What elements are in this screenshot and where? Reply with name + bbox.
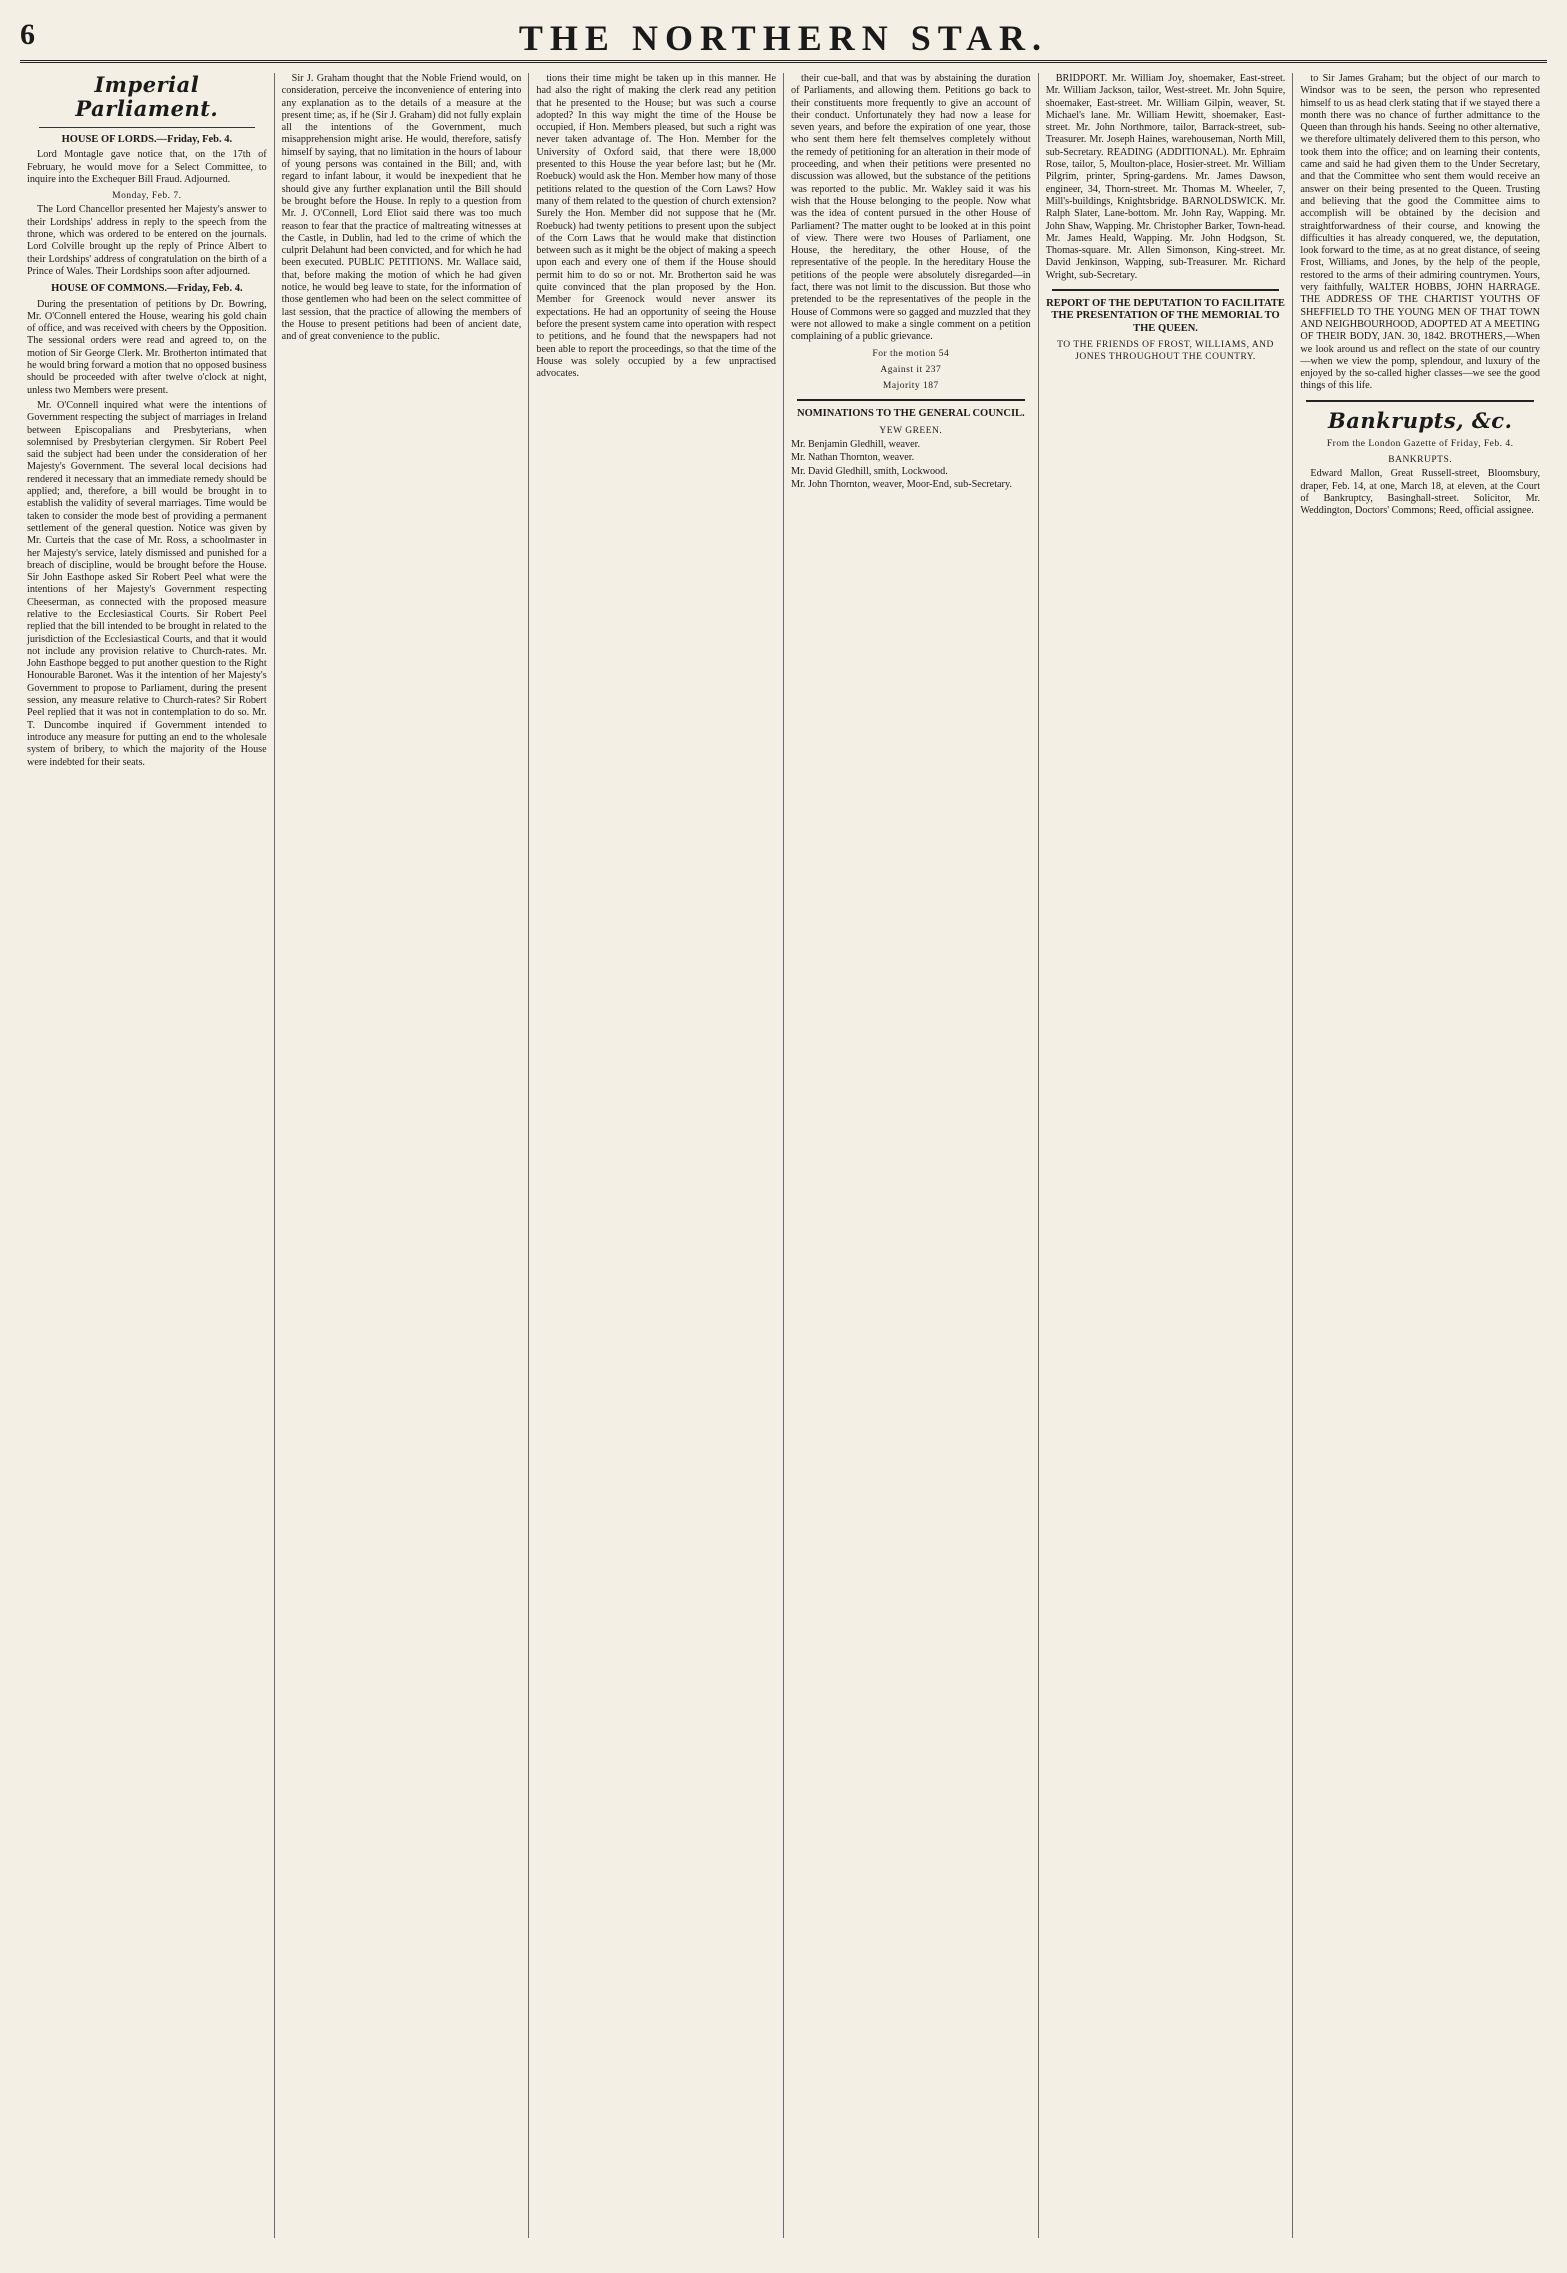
nominations-place: YEW GREEN. [879,425,943,436]
nomination-item: Mr. David Gledhill, smith, Lockwood. [791,465,948,477]
nomination-item: Mr. John Thornton, weaver, Moor-End, sub-Secretary. [791,478,1012,490]
newspaper-title: THE NORTHERN STAR. [518,18,1049,58]
deputation-address: TO THE FRIENDS OF FROST, WILLIAMS, AND JONES THROUGHOUT THE COUNTRY. [1057,339,1274,363]
bankrupts-title: Bankrupts, &c. [1327,407,1513,433]
commons-heading: HOUSE OF COMMONS.—Friday, Feb. 4. [51,283,243,295]
columns [20,73,1547,2238]
divider [797,399,1025,401]
bankrupts-heading: BANKRUPTS. [1388,455,1453,466]
column-5-text: BRIDPORT. Mr. William Joy, shoemaker, East-street. Mr. William Jackson, tailor, West-street. Mr. John Squire, shoemaker, East-street. Mr. William Gilpin, weaver, St. Michael's lane. Mr. William Hewitt, shoemaker, East-street. Mr. John Northmore, tailor, Barrack-street, sub-Treasurer. Mr. Joseph Haines, warehouseman, North Mill, sub-Secretary. READING (ADDITIONAL). Mr. Ephraim Rose, tailor, 5, Moulton-place, Hosier-street. Mr. William Pilgrim, printer, Spring-gardens. Mr. James Dawson, engineer, 34, Thorn-street. Mr. Thomas M. Wheeler, 7, Mill's-buildings, Knightsbridge. BARNOLDSWICK. Mr. Ralph Slater, Lane-bottom. Mr. John Ray, Wapping. Mr. John Shaw, Wapping. Mr. Christopher Barker, Town-head. Mr. James Heald, Wapping. Mr. John Hodgson, St. Thomas-square. Mr. Allen Simonson, King-street. Mr. David Jenkinson, Wapping, sub-Treasurer. Mr. Richard Wright, sub-Secretary. [1045,73,1286,281]
vote-majority-count: 187 [923,381,939,392]
parliament-title: Imperial Parliament. [75,73,219,121]
bankrupts-paragraph: Edward Mallon, Great Russell-street, Bloomsbury, draper, Feb. 14, at one, March 18, at eleven, at the Court of Bankruptcy, Basinghall-street. Solicitor, Mr. Weddington, Doctors' Commons; Reed, official assignee. [1300,468,1541,517]
commons-paragraph: During the presentation of petitions by Dr. Bowring, Mr. O'Connell entered the House, wearing his gold chain of office, and was received with cheers by the Opposition. The sessional orders were read and agreed to, on the motion of Sir George Clerk. Mr. Brotherton intimated that he would bring forward a motion that no opposed business should be proceeded with after twelve o'clock at night, unless two Members were present. [27,298,267,396]
deputation-title: REPORT OF THE DEPUTATION TO FACILITATE THE PRESENTATION OF THE MEMORIAL TO THE QUEEN. [1046,298,1285,334]
page-number: 6 [20,18,35,51]
column-1-text: Mr. O'Connell inquired what were the intentions of Government respecting the subject of marriages in Ireland between Episcopalians and Presbyterians, when solemnised by Presbyterian clergymen. Sir Robert Peel said the subject had been under the consideration of her Majesty's Government. The several local decisions had rendered it necessary that an immediate remedy should be applied; and, therefore, a bill would be brought in to establish the validity of several marriages. Time would be taken to consider the mode best of providing a permanent settlement of the general question. Notice was given by Mr. Curteis that the case of Mr. Ross, a schoolmaster in her Majesty's service, lately dismissed and punished for a breach of discipline, would be brought before the House. Sir John Easthope asked Sir Robert Peel what were the intentions of her Majesty's Government respecting Cheeserman, as connected with the proposed measure relative to the Ecclesiastical Courts. Sir Robert Peel replied that the bill intended to be brought in related to the jurisdiction of the Ecclesiastical Courts, and that it would not include any provision relative to Church-rates. Mr. John Easthope begged to put another question to the Right Honourable Baronet. Was it the intention of her Majesty's Government to propose to Parliament, during the present session, any measure relative to Church-rates? Sir Robert Peel replied that it was not in contemplation to do so. Mr. T. Duncombe inquired if Government intended to introduce any measure for putting an end to the wholesale system of bribery, to which the majority of the House were indebted for their seats. [27,399,267,768]
vote-noes-count: 237 [925,364,942,375]
column-6 [1293,73,1547,2238]
vote-majority-label: Majority [882,381,921,392]
divider [39,127,255,128]
vote-ayes [791,348,1031,360]
vote-ayes-count: 54 [938,348,950,359]
nominations-title: NOMINATIONS TO THE GENERAL COUNCIL. [797,408,1025,420]
newspaper-page [20,16,1547,2241]
column-6-text: to Sir James Graham; but the object of our march to Windsor was to be seen, the person who represented himself to us as head clerk stating that if we stayed there a month there was no chance of further admittance to the Queen than through his hands. Seeing no other alternative, we therefore ultimately delivered them to this person, who took them into the office; and on learning their contents, came and said he had given them to the Under Secretary, and that the Committee who sent them would receive an answer on their being presented to the Queen. Trusting and believing that the good the Committee aims to accomplish will be obtained by the decision and straightforwardness of their course, and knowing the difficulties it has already conquered, we, the deputation, look forward to the time, as at no great distance, of seeing Frost, Williams, and Jones, by the help of the people, restored to the arms of their admiring countrymen. Yours, very faithfully, WALTER HOBBS, JOHN HARRAGE. THE ADDRESS OF THE CHARTIST YOUTHS OF SHEFFIELD TO THE YOUNG MEN OF THAT TOWN AND NEIGHBOURHOOD, ADOPTED AT A MEETING OF THEIR BODY, JAN. 30, 1842. BROTHERS,—When we look around us and reflect on the state of our country—when we view the pomp, splendour, and luxury of the enjoyed by the so-called higher classes—we see the good things of this life. [1300,73,1541,392]
divider [1306,400,1534,402]
lords-paragraph: Lord Montagle gave notice that, on the 17th of February, he would move for a Select Committee, to inquire into the Exchequer Bill Fraud. Adjourned. [27,149,267,185]
vote-noes-label: Against it [880,364,923,375]
monday-paragraph: The Lord Chancellor presented her Majesty's answer to their Lordships' address in reply to the speech from the throne, which was ordered to be entered on the journals. Lord Colville brought up the reply of Prince Albert to their Lordships' address of congratulation on the birth of a Prince of Wales. Their Lordships soon after adjourned. [27,204,267,277]
vote-ayes-label: For the motion [872,348,936,359]
column-4 [784,73,1039,2238]
nomination-item: Mr. Benjamin Gledhill, weaver. [791,439,921,451]
monday-heading: Monday, Feb. 7. [112,191,182,202]
column-4-text: their cue-ball, and that was by abstaining the duration of Parliaments, and allowing them. Petitions go back to their constituents more frequently to give an account of their conduct. Unfortunately they had now a lease for seven years, and before the expiration of one year, those who sent them here felt themselves completely without the remedy of petitioning for an alteration in their mode of proceeding, and when their petitions were presented no discussion was allowed, but the substance of the petitions was reported to the public. Mr. Wakley said it was his wish that the House belonging to the people. Now what was the idea of content pursued in the other House of Parliament? The matter ought to be looked at in this point of view. There were two Houses of Parliament, one House, the hereditary, the other House, of the representative of the people. In the hereditary House the petitions of the people were absolutely disregarded—in fact, there was not limit to the discussion. But those who pretended to be the representatives of the people in the House of Commons were so gagged and muzzled that they were not allowed to make a single comment on a petition complaining of a public grievance. [791,73,1031,343]
vote-noes [791,364,1031,376]
column-3 [529,73,784,2238]
column-3-text: tions their time might be taken up in this manner. He had also the right of making the clerk read any petition that he presented to the House; but was such a course adopted? In this way might the time of the House be occupied, if Hon. Members pleased, but such a right was never taken advantage of. The Hon. Member for the University of Oxford said, that there were 18,000 presented to this House the year before last; but he (Mr. Roebuck) would ask the Hon. Member how many of those petitions related to the question of the Corn Laws? How many of them related to the question of church extension? Surely the Hon. Member did not suppose that he (Mr. Roebuck) had twenty petitions to present upon the subject of the Corn Laws that he would make that distinction between such as it might be the object of making a speech upon each and every one of them if the House should permit him to do so or not. Mr. Brotherton said he was quite convinced that the plan proposed by the Hon. Member for Greenock would never answer its expectations. He had an opportunity of seeing the House before the present system came into operation with respect to petitions, and he found that the newspapers had not been able to report the proceedings, so that the time of the House was solely occupied by a few unpractised advocates. [536,73,777,380]
column-2-text: Sir J. Graham thought that the Noble Friend would, on consideration, perceive the inconvenience of entering into any explanation as to the details of a measure at the present time; as, if he (Sir J. Graham) did not fully explain all the intentions of the Government, much misapprehension might arise. He would, therefore, satisfy himself by saying, that no limitation in the hours of labour of young persons was contained in the Bill; and, with regard to infant labour, it would be inexpedient that he should give any further explanation until the Bill should be brought before the House. In reply to a question from Mr. J. O'Connell, Lord Eliot said there was too much reason to fear that the practice of maltreating witnesses at the Castle, in Dublin, had led to the crime of which the culprit Delahunt had been convicted, and for which he had been executed. PUBLIC PETITIONS. Mr. Wallace said, that, before making the motion of which he had given notice, he would beg leave to state, for the information of those gentlemen who had been on the select committee of last session, that the practice of allowing the members of the House to present petitions had been of ancient date, and of great convenience to the public. [281,73,522,343]
column-2 [275,73,530,2238]
bankrupts-source: From the London Gazette of Friday, Feb. 4. [1326,438,1514,449]
masthead [20,16,1547,63]
lords-heading: HOUSE OF LORDS.—Friday, Feb. 4. [61,134,233,145]
column-5 [1039,73,1294,2238]
column-1 [20,73,275,2238]
vote-majority [791,380,1031,392]
divider [1052,289,1280,291]
nomination-item: Mr. Nathan Thornton, weaver. [791,452,915,464]
